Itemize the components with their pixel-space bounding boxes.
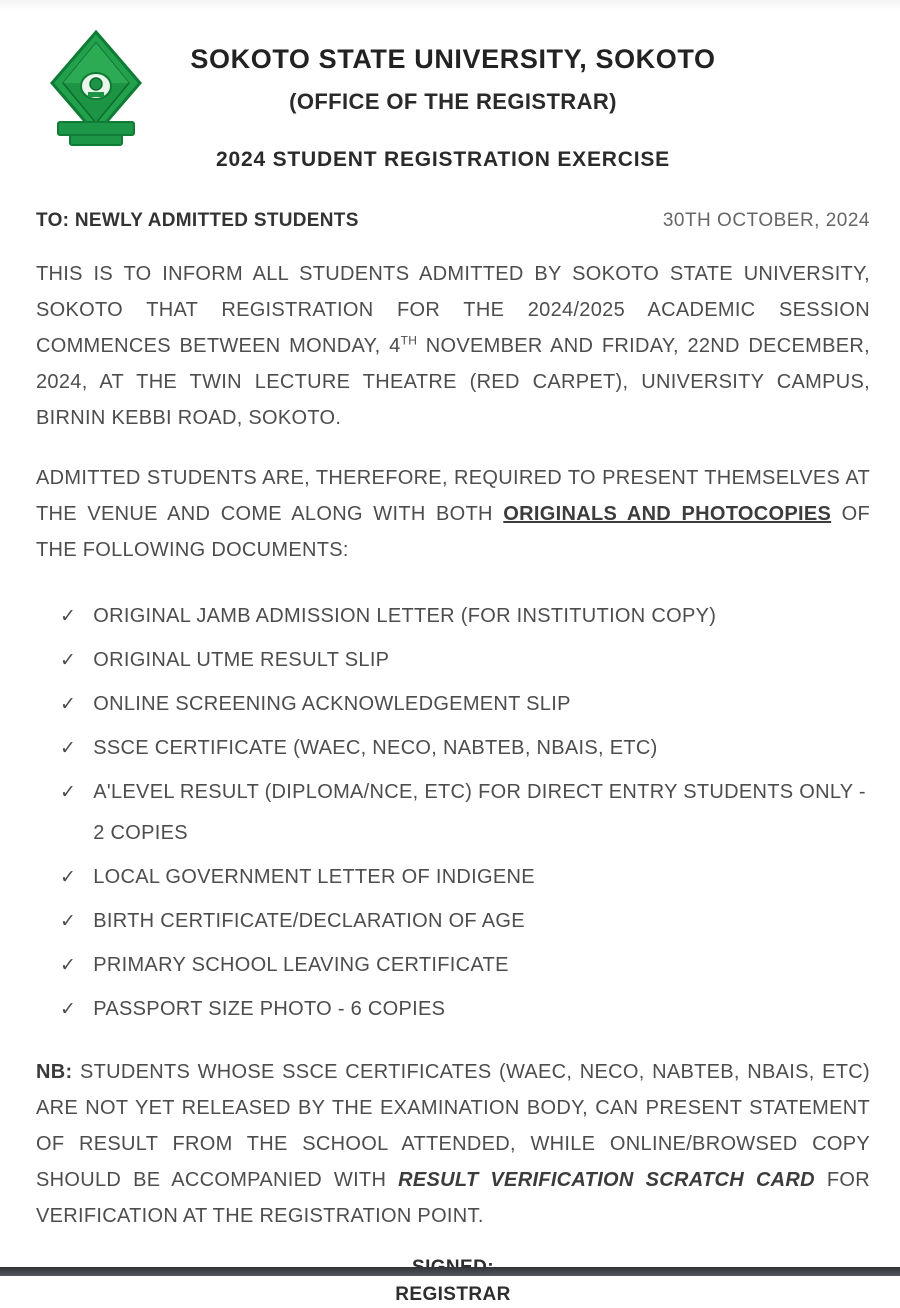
requirements-paragraph	[36, 460, 870, 568]
bottom-edge-bar	[0, 1267, 900, 1276]
checkmark-icon: ✓	[60, 650, 77, 671]
list-item	[60, 772, 870, 854]
list-item	[60, 857, 870, 898]
list-item	[60, 640, 870, 681]
ordinal-superscript: TH	[400, 333, 418, 348]
list-item-text: LOCAL GOVERNMENT LETTER OF INDIGENE	[93, 866, 535, 888]
scratch-card-emphasis: RESULT VERIFICATION SCRATCH CARD	[398, 1169, 815, 1191]
checkmark-icon: ✓	[60, 738, 77, 759]
checkmark-icon: ✓	[60, 694, 77, 715]
addressee-label: TO: NEWLY ADMITTED STUDENTS	[36, 210, 359, 231]
letterhead	[36, 0, 870, 184]
list-item-text: ORIGINAL UTME RESULT SLIP	[93, 649, 390, 671]
header-titles	[36, 0, 870, 172]
checkmark-icon: ✓	[60, 782, 77, 803]
list-item	[60, 901, 870, 942]
intro-paragraph	[36, 256, 870, 436]
checkmark-icon: ✓	[60, 999, 77, 1020]
university-name: SOKOTO STATE UNIVERSITY, SOKOTO	[190, 44, 716, 74]
university-crest-icon	[46, 30, 146, 148]
registrar-label: REGISTRAR	[395, 1284, 511, 1305]
list-item	[60, 596, 870, 637]
nb-paragraph	[36, 1054, 870, 1234]
list-item-text: BIRTH CERTIFICATE/DECLARATION OF AGE	[93, 910, 525, 932]
list-item	[60, 945, 870, 986]
checkmark-icon: ✓	[60, 606, 77, 627]
nb-tail: FOR VERIFICATION AT THE REGISTRATION POINT.	[36, 1169, 870, 1227]
notice-date: 30TH OCTOBER, 2024	[662, 210, 870, 231]
nb-body: STUDENTS WHOSE SSCE CERTIFICATES (WAEC, NECO, NABTEB, NBAIS, ETC) ARE NOT YET RELEASED BY THE EXAMINATION BODY, CAN PRESENT STATEMENT OF RESULT FROM THE SCHOOL ATTENDED, WHILE ONLINE/BROWSED COPY SHOULD BE ACCOMPANIED WITH	[36, 1061, 870, 1191]
addressee-row	[36, 210, 870, 232]
list-item-text: PASSPORT SIZE PHOTO - 6 COPIES	[93, 998, 446, 1020]
list-item-text: ONLINE SCREENING ACKNOWLEDGEMENT SLIP	[93, 693, 571, 715]
signature-block	[36, 1254, 870, 1308]
list-item-text: A'LEVEL RESULT (DIPLOMA/NCE, ETC) FOR DIRECT ENTRY STUDENTS ONLY - 2 COPIES	[93, 781, 866, 844]
list-item	[60, 989, 870, 1030]
notice-title: 2024 STUDENT REGISTRATION EXERCISE	[216, 148, 670, 171]
requirements-tail: OF THE FOLLOWING DOCUMENTS:	[36, 503, 870, 561]
intro-text-end: NOVEMBER AND FRIDAY, 22ND DECEMBER, 2024, AT THE TWIN LECTURE THEATRE (RED CARPET), UNIVERSITY CAMPUS, BIRNIN KEBBI ROAD, SOKOTO.	[36, 335, 870, 429]
university-crest-logo	[46, 30, 146, 148]
checkmark-icon: ✓	[60, 911, 77, 932]
list-item-text: SSCE CERTIFICATE (WAEC, NECO, NABTEB, NBAIS, ETC)	[93, 737, 658, 759]
list-item-text: PRIMARY SCHOOL LEAVING CERTIFICATE	[93, 954, 509, 976]
office-of-registrar: (OFFICE OF THE REGISTRAR)	[289, 89, 617, 114]
required-documents-list	[36, 596, 870, 1030]
intro-text-start: THIS IS TO INFORM ALL STUDENTS ADMITTED BY SOKOTO STATE UNIVERSITY, SOKOTO THAT REGISTRATION FOR THE 2024/2025 ACADEMIC SESSION COMMENCES BETWEEN MONDAY, 4	[36, 263, 870, 357]
checkmark-icon: ✓	[60, 955, 77, 976]
checkmark-icon: ✓	[60, 867, 77, 888]
list-item	[60, 728, 870, 769]
requirements-lead: ADMITTED STUDENTS ARE, THEREFORE, REQUIRED TO PRESENT THEMSELVES AT THE VENUE AND COME ALONG WITH BOTH	[36, 467, 870, 525]
list-item	[60, 684, 870, 725]
list-item-text: ORIGINAL JAMB ADMISSION LETTER (FOR INSTITUTION COPY)	[93, 605, 717, 627]
originals-photocopies-emphasis: ORIGINALS AND PHOTOCOPIES	[503, 503, 832, 525]
nb-label: NB:	[36, 1061, 73, 1083]
